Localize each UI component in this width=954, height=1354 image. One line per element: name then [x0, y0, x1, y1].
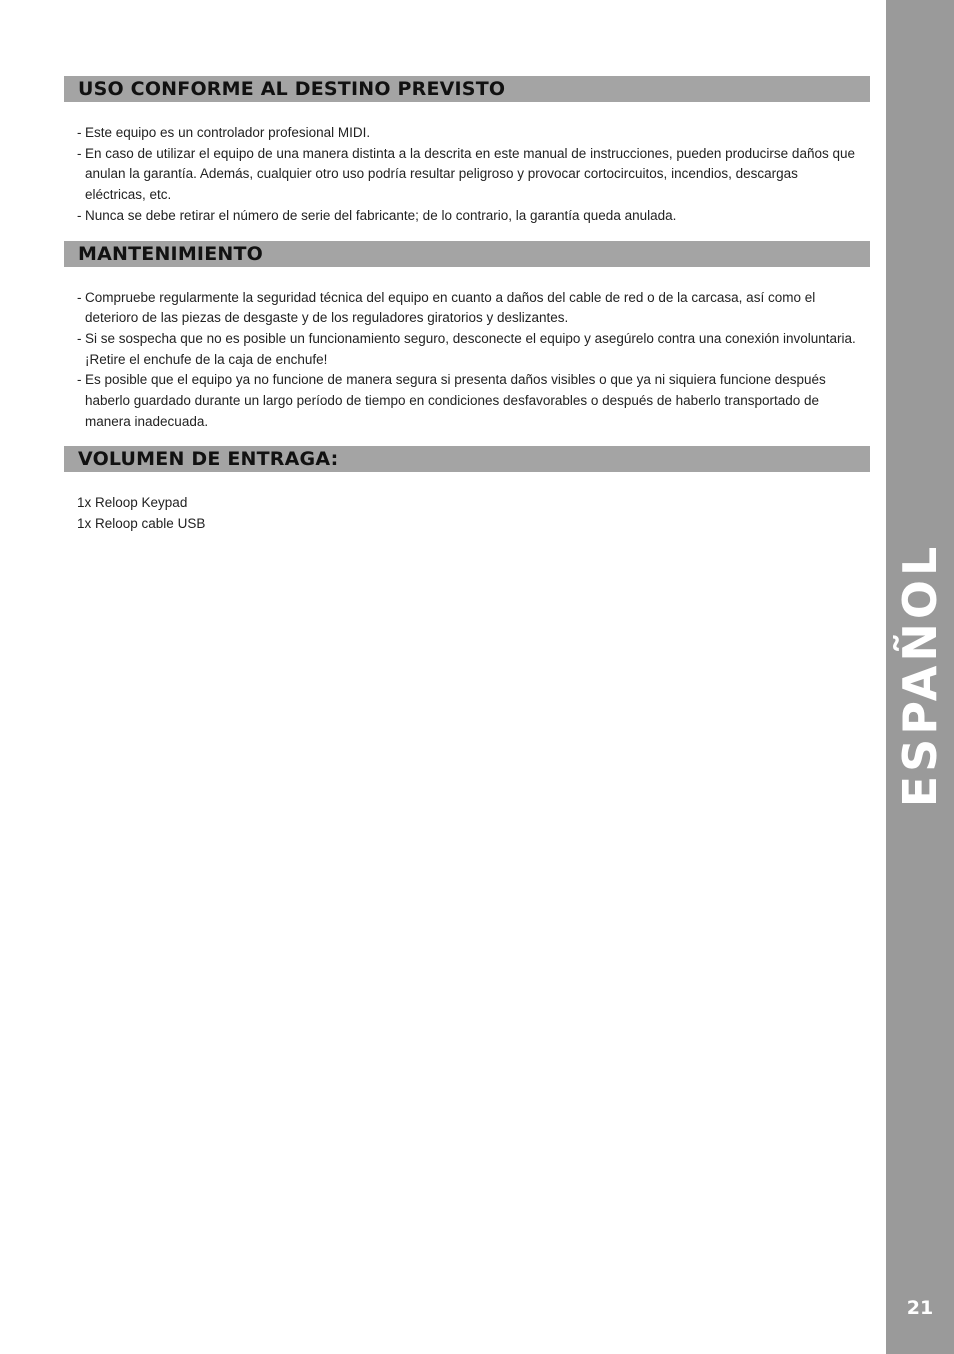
- section-title: MANTENIMIENTO: [64, 241, 870, 267]
- list-item: - Este equipo es un controlador profesional MIDI.: [77, 123, 870, 144]
- list-item: - Compruebe regularmente la seguridad técnica del equipo en cuanto a daños del cable de red o de la carcasa, así como el deterioro de las piezas de desgaste y de los reguladores giratorios y deslizantes.: [77, 288, 870, 329]
- section-delivery-contents: [64, 446, 870, 534]
- bullet-list: [77, 288, 870, 433]
- section-maintenance: [64, 241, 870, 433]
- list-item: - Nunca se debe retirar el número de serie del fabricante; de lo contrario, la garantía queda anulada.: [77, 206, 870, 227]
- section-title: VOLUMEN DE ENTRAGA:: [64, 446, 870, 472]
- language-label: ESPAÑOL: [893, 542, 947, 808]
- list-item: 1x Reloop Keypad: [77, 495, 188, 511]
- contents-list: [77, 493, 870, 534]
- page-number: 21: [906, 1297, 934, 1319]
- page-content: [64, 76, 870, 535]
- list-item: 1x Reloop cable USB: [77, 516, 206, 532]
- list-item: - En caso de utilizar el equipo de una manera distinta a la descrita en este manual de instrucciones, pueden producirse daños que anulan la garantía. Además, cualquier otro uso podría resultar peligroso y provocar cortocircuitos, incendios, descargas eléctricas, etc.: [77, 144, 870, 206]
- list-item: - Si se sospecha que no es posible un funcionamiento seguro, desconecte el equipo y asegúrelo contra una conexión involuntaria. ¡Retire el enchufe de la caja de enchufe!: [77, 329, 870, 370]
- section-intended-use: [64, 76, 870, 227]
- bullet-list: [77, 123, 870, 227]
- section-title: USO CONFORME AL DESTINO PREVISTO: [64, 76, 870, 102]
- list-item: - Es posible que el equipo ya no funcione de manera segura si presenta daños visibles o que ya ni siquiera funcione después haberlo guardado durante un largo período de tiempo en condiciones desfavorables o después de haberlo transportado de manera inadecuada.: [77, 370, 870, 432]
